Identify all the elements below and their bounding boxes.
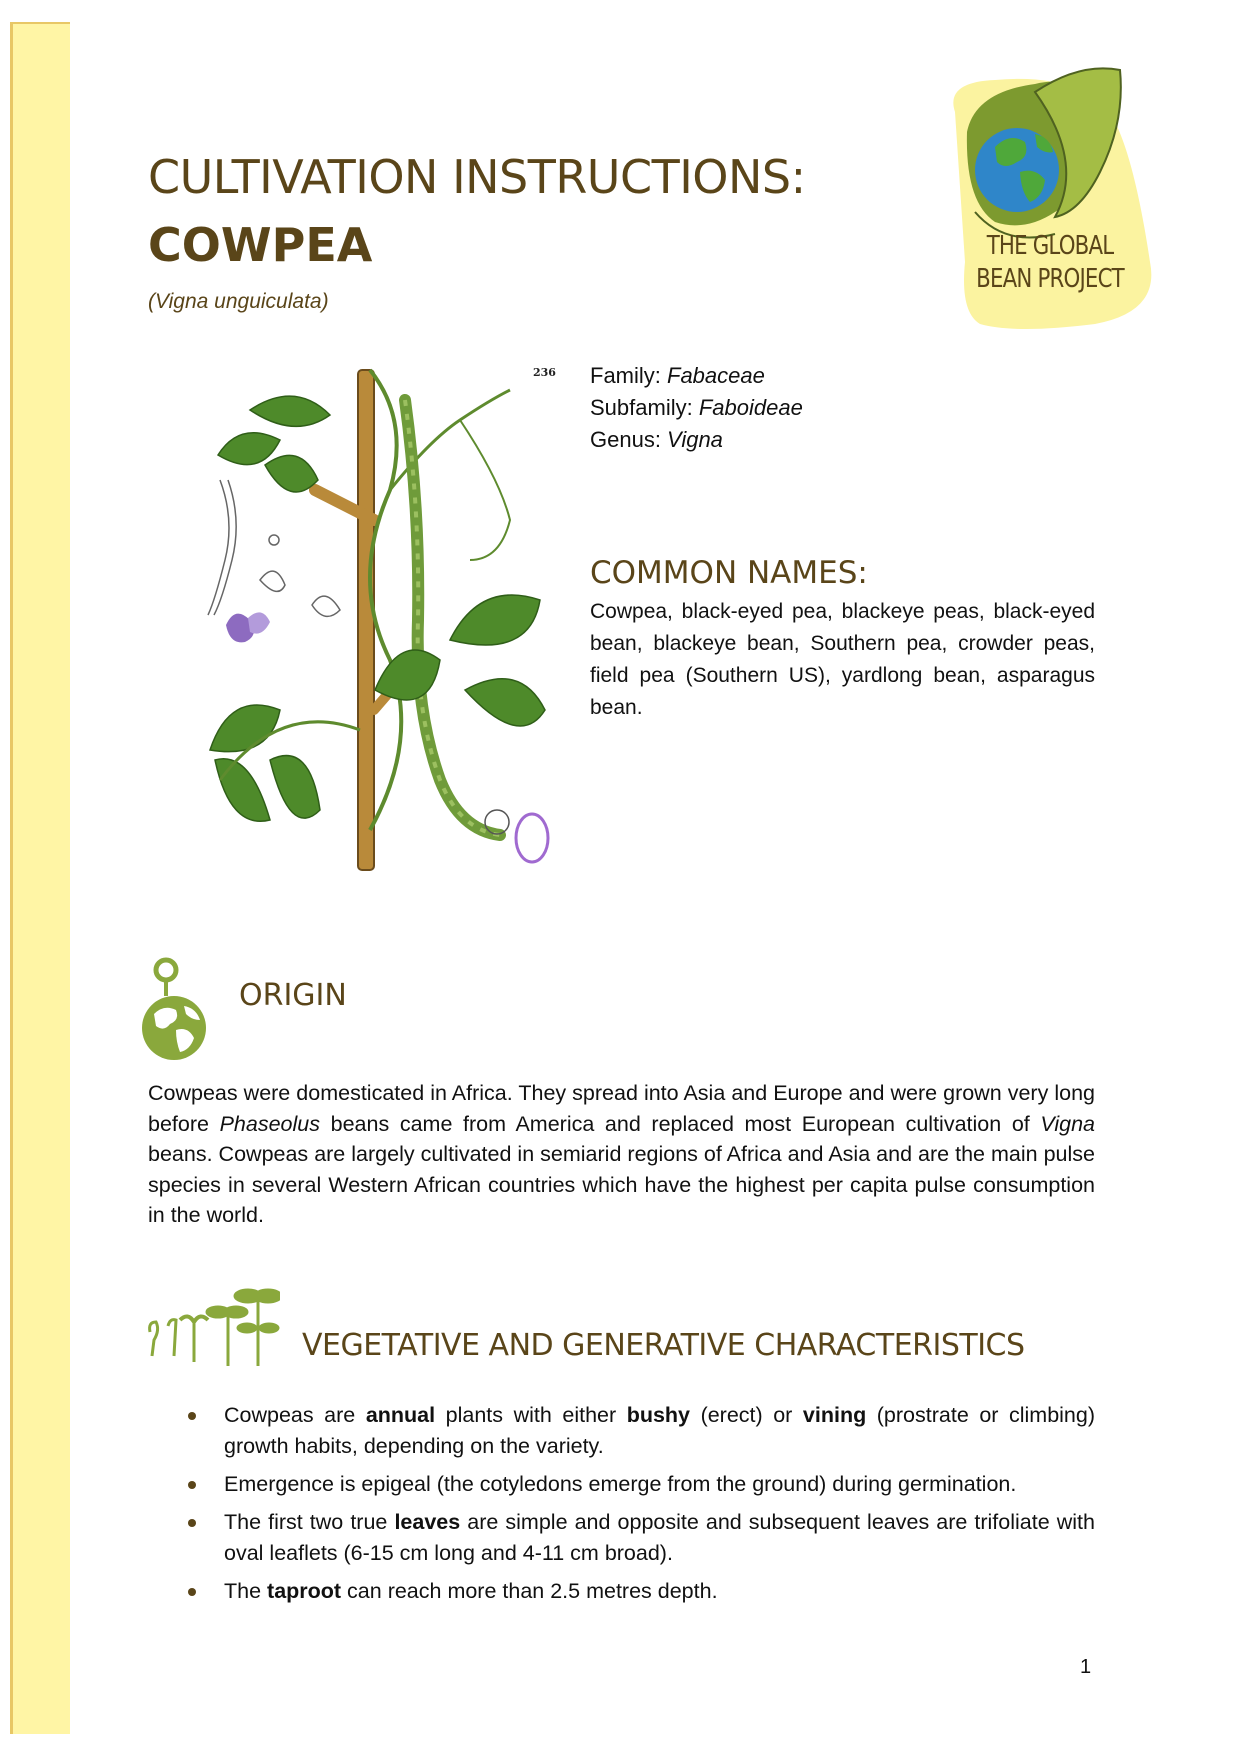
bullet-dot-icon — [188, 1519, 196, 1527]
origin-heading: ORIGIN — [239, 978, 347, 1013]
taxonomy-genus: Genus: Vigna — [590, 427, 723, 452]
taxonomy-family: Family: Fabaceae — [590, 363, 765, 388]
logo-line-1: THE GLOBAL — [986, 231, 1114, 261]
page-sidebar-stripe — [10, 22, 70, 1734]
page-subtitle-crop: COWPEA — [148, 218, 373, 272]
common-names-text: Cowpea, black-eyed pea, blackeye peas, black-eyed bean, blackeye bean, Southern pea, crowder peas, field pea (Southern US), yardlong bean, asparagus bean. — [590, 600, 1095, 719]
latin-name: (Vigna unguiculata) — [148, 290, 329, 313]
bullet-dot-icon — [188, 1481, 196, 1489]
cowpea-botanical-illustration — [200, 360, 560, 880]
characteristics-heading: VEGETATIVE AND GENERATIVE CHARACTERISTICS — [302, 1328, 1025, 1363]
logo-line-2: BEAN PROJECT — [976, 264, 1124, 294]
list-item: Emergence is epigeal (the cotyledons emerge from the ground) during germination. — [188, 1469, 1095, 1500]
bullet-dot-icon — [188, 1588, 196, 1596]
page-title: CULTIVATION INSTRUCTIONS: — [148, 150, 806, 204]
list-item: Cowpeas are annual plants with either bushy (erect) or vining (prostrate or climbing) growth habits, depending on the variety. — [188, 1400, 1095, 1462]
bullet-dot-icon — [188, 1412, 196, 1420]
taxonomy-block — [590, 360, 803, 456]
taxonomy-subfamily: Subfamily: Faboideae — [590, 395, 803, 420]
list-item: The taproot can reach more than 2.5 metres depth. — [188, 1576, 1095, 1607]
seedling-growth-icon — [144, 1282, 280, 1366]
plate-number: 236 — [533, 366, 556, 379]
common-names-heading: COMMON NAMES: — [590, 555, 868, 591]
globe-pin-icon — [136, 956, 212, 1060]
characteristics-list — [188, 1400, 1095, 1614]
origin-paragraph: Cowpeas were domesticated in Africa. They spread into Asia and Europe and were grown very long before Phaseolus beans came from America and replaced most European cultivation of Vigna beans. Cowpeas are largely cultivated in semiarid regions of Africa and Asia and are the main pulse species in several Western African countries which have the highest per capita pulse consumption in the world. — [148, 1081, 1095, 1227]
list-item: The first two true leaves are simple and opposite and subsequent leaves are trifoliate with oval leaflets (6-15 cm long and 4-11 cm broad). — [188, 1507, 1095, 1569]
logo-wordmark — [972, 230, 1128, 296]
page-number: 1 — [1080, 1656, 1092, 1678]
